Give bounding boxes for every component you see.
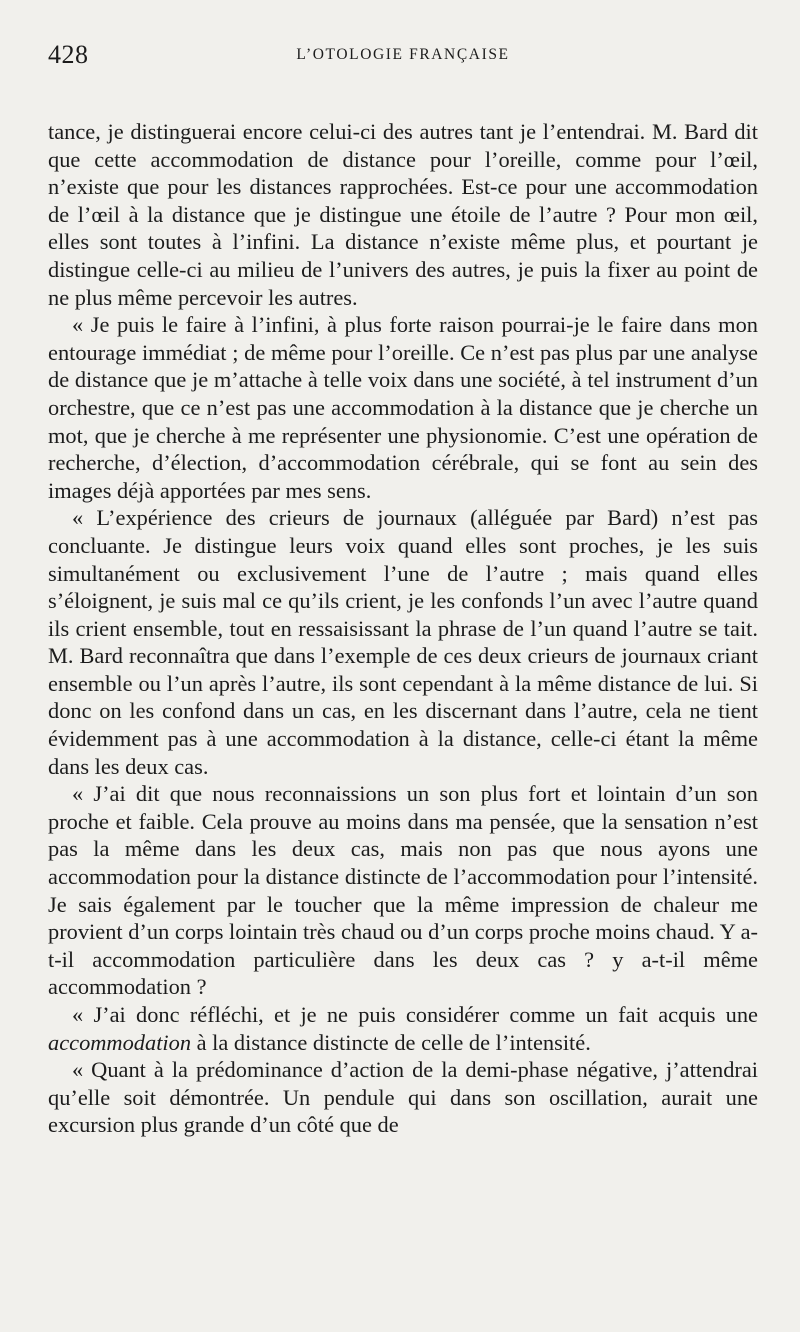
text-run: tance, je distinguerai encore celui-ci des autres tant je l’entendrai. M. Bard dit que cette accommodation de distance pour l’oreille, comme pour l’œil, n’existe que pour les distances rapprochées. Est-ce pour une accommodation de l’œil à la distance que je distingue une étoile de l’autre ? Pour mon œil, elles sont toutes à l’infini. La distance n’existe même plus, et pourtant je distingue celle-ci au milieu de l’univers des autres, je puis la fixer au point de ne plus même percevoir les autres. xyxy=(48,119,758,310)
paragraph xyxy=(48,780,758,1001)
text-run: « Je puis le faire à l’infini, à plus forte raison pourrai-je le faire dans mon entourage immédiat ; de même pour l’oreille. Ce n’est pas plus par une analyse de distance que je m’attache à telle voix dans une société, à tel instrument d’un orchestre, que ce n’est pas une accommodation à la distance que je cherche un mot, que je cherche à me représenter une physionomie. C’est une opération de recherche, d’élection, d’accommodation cérébrale, qui se font au sein des images déjà apportées par mes sens. xyxy=(48,312,758,503)
paragraph xyxy=(48,118,758,311)
text-run: à la distance distincte de celle de l’intensité. xyxy=(191,1029,591,1055)
text-run: « J’ai dit que nous reconnaissions un son plus fort et lointain d’un son proche et faible. Cela prouve au moins dans ma pensée, que la sensation n’est pas la même dans les deux cas, mais non pas que nous ayons une accommodation pour la distance distincte de l’accommodation pour l’intensité. Je sais également par le toucher que la même impression de chaleur me provient d’un corps lointain très chaud ou d’un corps proche moins chaud. Y a-t-il accommodation particulière dans les deux cas ? y a-t-il même accommodation ? xyxy=(48,781,758,1000)
text-run: « Quant à la prédominance d’action de la demi-phase négative, j’attendrai qu’elle soit démontrée. Un pendule qui dans son oscillation, aurait une excursion plus grande d’un côté que de xyxy=(48,1057,758,1138)
paragraph xyxy=(48,311,758,504)
paragraph xyxy=(48,1001,758,1056)
running-title: L’OTOLOGIE FRANÇAISE xyxy=(296,46,510,63)
page-number: 428 xyxy=(48,40,89,69)
paragraph xyxy=(48,1056,758,1139)
text-run: « L’expérience des crieurs de journaux (alléguée par Bard) n’est pas concluante. Je distingue leurs voix quand elles sont proches, je les suis simultanément ou exclusivement l’une de l’autre ; mais quand elles s’éloignent, je suis mal ce qu’ils crient, je les confonds l’un avec l’autre quand ils crient ensemble, tout en ressaisissant la phrase de l’un quand l’autre se tait. M. Bard reconnaîtra que dans l’exemple de ces deux crieurs de journaux criant ensemble ou l’un après l’autre, ils sont cependant à la même distance de lui. Si donc on les confond dans un cas, en les discernant dans l’autre, cela ne tient évidemment pas à une accommodation à la distance, celle-ci étant la même dans les deux cas. xyxy=(48,505,758,779)
page-header xyxy=(48,38,758,72)
text-run: « J’ai donc réfléchi, et je ne puis considérer comme un fait acquis une xyxy=(72,1002,758,1027)
paragraph xyxy=(48,504,758,780)
italic-text: accommodation xyxy=(48,1029,192,1055)
body-text xyxy=(48,118,758,1139)
